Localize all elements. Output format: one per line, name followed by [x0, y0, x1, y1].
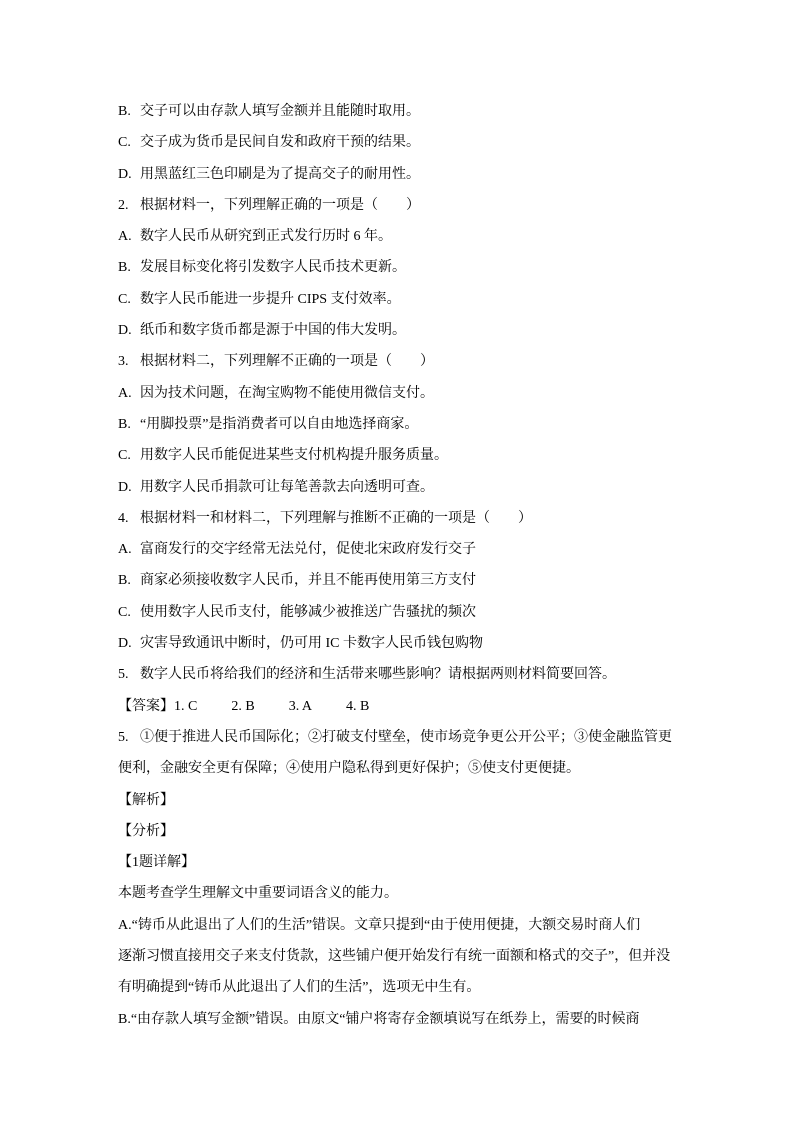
q4-option-c	[118, 597, 718, 628]
question-number: 5.	[118, 667, 129, 683]
analysis-line-3	[118, 941, 718, 972]
q4-option-b	[118, 565, 718, 596]
section-marker: 【分析】	[118, 823, 174, 839]
option-label: C.	[118, 291, 131, 307]
option-label: C.	[118, 135, 131, 151]
q1-option-b	[118, 96, 718, 127]
answer-item-3: 3. A	[288, 698, 313, 714]
option-label: C.	[118, 448, 131, 464]
paragraph-text: B.“由存款人填写金额”错误。由原文“铺户将寄存金额填说写在纸券上，需要的时候商	[118, 1011, 640, 1027]
option-text: 发展目标变化将引发数字人民币技术更新。	[140, 260, 406, 276]
option-label: D.	[118, 636, 132, 652]
q4-stem	[118, 503, 718, 534]
q2-option-a	[118, 221, 718, 252]
answer-item-2: 2. B	[231, 698, 255, 714]
option-label: D.	[118, 166, 132, 182]
question-text: 根据材料一和材料二，下列理解与推断不正确的一项是（ ）	[140, 510, 532, 526]
option-text: 用数字人民币捐款可让每笔善款去向透明可查。	[140, 479, 434, 495]
option-text: 数字人民币能进一步提升 CIPS 支付效率。	[140, 291, 401, 307]
option-text: 纸币和数字货币都是源于中国的伟大发明。	[140, 323, 406, 339]
option-text: 用黑蓝红三色印刷是为了提高交子的耐用性。	[140, 166, 420, 182]
analysis-line-1	[118, 878, 718, 909]
option-text: 灾害导致通讯中断时，仍可用 IC 卡数字人民币钱包购物	[140, 636, 483, 652]
question-text: 数字人民币将给我们的经济和生活带来哪些影响？请根据两则材料简要回答。	[140, 667, 616, 683]
question-number: 4.	[118, 510, 129, 526]
q3-option-d	[118, 472, 718, 503]
q1-option-d	[118, 159, 718, 190]
answer5-number: 5.	[118, 729, 129, 745]
answer5-text: ①便于推进人民币国际化；②打破支付壁垒，使市场竞争更公开公平；③使金融监管更	[140, 729, 672, 745]
option-text: 交子成为货币是民间自发和政府干预的结果。	[140, 135, 420, 151]
option-label: B.	[118, 573, 131, 589]
q4-option-d	[118, 628, 718, 659]
option-text: 用数字人民币能促进某些支付机构提升服务质量。	[140, 448, 448, 464]
option-text: 富商发行的交字经常无法兑付，促使北宋政府发行交子	[140, 542, 476, 558]
option-label: A.	[118, 542, 132, 558]
question-text: 根据材料二，下列理解不正确的一项是（ ）	[140, 354, 434, 370]
q5-stem	[118, 659, 718, 690]
q4-option-a	[118, 534, 718, 565]
q3-option-a	[118, 378, 718, 409]
answer5-line-2	[118, 753, 718, 784]
option-text: 数字人民币从研究到正式发行历时 6 年。	[140, 229, 392, 245]
option-label: D.	[118, 479, 132, 495]
option-text: 商家必须接收数字人民币，并且不能再使用第三方支付	[140, 573, 476, 589]
answer-marker: 【答案】	[118, 698, 174, 714]
section-jiexi	[118, 785, 718, 816]
section-q1-detail	[118, 847, 718, 878]
analysis-line-2	[118, 910, 718, 941]
q3-option-b	[118, 409, 718, 440]
q2-stem	[118, 190, 718, 221]
paragraph-text: 有明确提到“铸币从此退出了人们的生活”，选项无中生有。	[118, 980, 481, 996]
option-text: “用脚投票”是指消费者可以自由地选择商家。	[140, 416, 419, 432]
option-label: B.	[118, 416, 131, 432]
q2-option-c	[118, 284, 718, 315]
analysis-line-5	[118, 1004, 718, 1035]
analysis-line-4	[118, 972, 718, 1003]
paragraph-text: 逐渐习惯直接用交子来支付货款，这些铺户便开始发行有统一面额和格式的交子”，但并没	[118, 949, 671, 965]
option-text: 因为技术问题，在淘宝购物不能使用微信支付。	[140, 385, 434, 401]
section-marker: 【解析】	[118, 792, 174, 808]
answer5-line-1	[118, 722, 718, 753]
option-label: A.	[118, 229, 132, 245]
paragraph-text: A.“铸币从此退出了人们的生活”错误。文章只提到“由于使用便捷，大额交易时商人们	[118, 917, 641, 933]
question-text: 根据材料一，下列理解正确的一项是（ ）	[140, 197, 420, 213]
question-number: 2.	[118, 197, 129, 213]
section-fenxi	[118, 816, 718, 847]
q1-option-c	[118, 127, 718, 158]
paragraph-text: 本题考查学生理解文中重要词语含义的能力。	[118, 886, 398, 902]
q3-option-c	[118, 440, 718, 471]
option-label: D.	[118, 323, 132, 339]
option-label: C.	[118, 604, 131, 620]
q2-option-d	[118, 315, 718, 346]
answer-item-1: 1. C	[174, 698, 198, 714]
section-marker: 【1题详解】	[118, 855, 195, 871]
answer5-text: 便利，金融安全更有保障；④使用户隐私得到更好保护；⑤使支付更便捷。	[118, 761, 580, 777]
q3-stem	[118, 346, 718, 377]
option-label: B.	[118, 104, 131, 119]
option-label: A.	[118, 385, 132, 401]
answer-item-4: 4. B	[346, 698, 370, 714]
q2-option-b	[118, 252, 718, 283]
option-label: B.	[118, 260, 131, 276]
option-text: 使用数字人民币支付，能够减少被推送广告骚扰的频次	[140, 604, 476, 620]
document-body	[118, 96, 718, 1035]
question-number: 3.	[118, 354, 129, 370]
answer-key-line	[118, 691, 718, 722]
option-text: 交子可以由存款人填写金额并且能随时取用。	[140, 104, 420, 119]
